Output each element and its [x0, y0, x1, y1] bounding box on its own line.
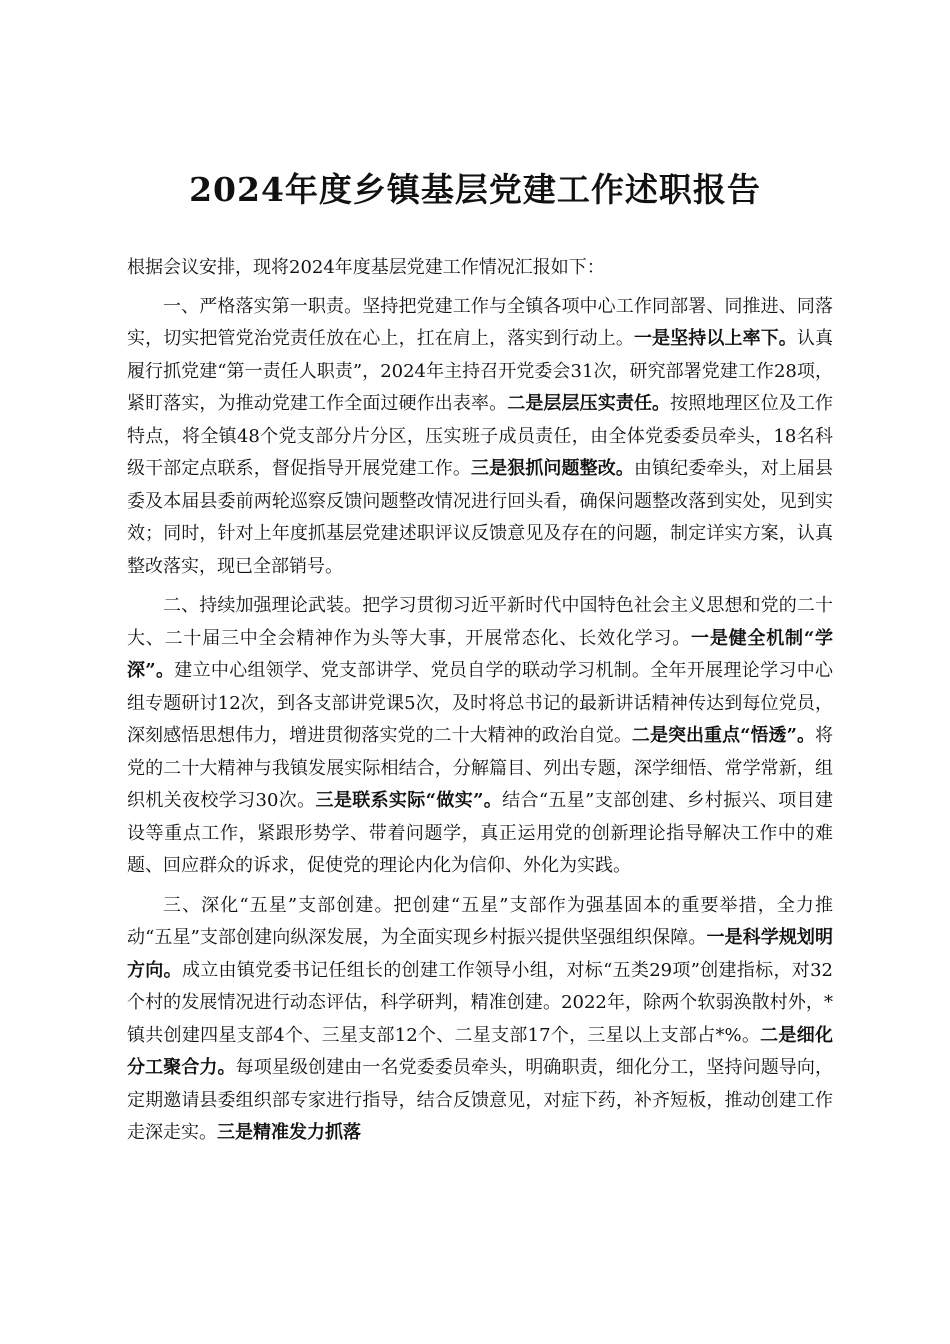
text-run: 三、深化“五星”支部创建。把创建“五星”支部作为强基固本的重要举措，全力推动“五星”支部创建向纵深发展，为全面实现乡村振兴提供坚强组织保障。: [127, 894, 833, 948]
text-run: 由镇纪委牵头，对上届县委及本届县委前两轮巡察反馈问题整改情况进行回头看，确保问题整改落到实处，见到实效；同时，针对上年度抓基层党建述职评议反馈意见及存在的问题，制定详实方案，认真整改落实，现已全部销号。: [127, 458, 834, 577]
intro-paragraph: 根据会议安排，现将2024年度基层党建工作情况汇报如下：: [127, 257, 605, 278]
document-body: [127, 252, 833, 1157]
section-paragraphs: [127, 291, 833, 1150]
text-run: 成立由镇党委书记任组长的创建工作领导小组，对标“五类29项”创建指标，对32个村的发展情况进行动态评估，科学研判，精准创建。2022年，除两个软弱涣散村外，*镇共创建四星支部4个、三星支部12个、二星支部17个，三星以上支部占*%。: [127, 959, 833, 1046]
bold-heading-run: 三是精准发力抓落: [217, 1122, 361, 1143]
text-run: 按照地理区位及工作特点，将全镇48个党支部分片分区，压实班子成员责任，由全体党委委员牵头，18名科级干部定点联系，督促指导开展党建工作。: [127, 393, 834, 479]
body-paragraph: [127, 890, 833, 1150]
text-run: 建立中心组领学、党支部讲学、党员自学的联动学习机制。全年开展理论学习中心组专题研讨12次，到各支部讲党课5次，及时将总书记的最新讲话精神传达到每位党员，深刻感悟思想伟力，增进贯彻落实党的二十大精神的政治自觉。: [127, 660, 833, 746]
bold-heading-run: 三是狠抓问题整改。: [471, 458, 634, 479]
bold-heading-run: 一是科学规划明方向。: [127, 927, 834, 981]
bold-heading-run: 二是层层压实责任。: [507, 393, 671, 414]
text-run: 结合“五星”支部创建、乡村振兴、项目建设等重点工作，紧跟形势学、带着问题学，真正运用党的创新理论指导解决工作中的难题、回应群众的诉求，促使党的理论内化为信仰、外化为实践。: [127, 790, 834, 876]
text-run: 二、持续加强理论武装。把学习贯彻习近平新时代中国特色社会主义思想和党的二十大、二十届三中全会精神作为头等大事，开展常态化、长效化学习。: [127, 595, 833, 649]
document-title: 2024年度乡镇基层党建工作述职报告: [189, 170, 761, 209]
bold-heading-run: 一是健全机制“学深”。: [127, 627, 833, 681]
body-paragraph: [127, 590, 833, 883]
bold-heading-run: 二是突出重点“悟透”。: [631, 725, 815, 746]
body-paragraph: [127, 291, 833, 584]
text-run: 将党的二十大精神与我镇发展实际相结合，分解篇目、列出专题，深学细悟、常学常新，组织机关夜校学习30次。: [127, 725, 833, 811]
text-run: 一、严格落实第一职责。坚持把党建工作与全镇各项中心工作同部署、同推进、同落实，切实把管党治党责任放在心上，扛在肩上，落实到行动上。: [127, 295, 833, 349]
bold-heading-run: 三是联系实际“做实”。: [315, 790, 503, 811]
bold-heading-run: 一是坚持以上率下。: [633, 328, 797, 349]
text-run: 每项星级创建由一名党委委员牵头，明确职责，细化分工，坚持问题导向，定期邀请县委组织部专家进行指导，结合反馈意见，对症下药，补齐短板，推动创建工作走深走实。: [127, 1057, 834, 1143]
bold-heading-run: 二是细化分工聚合力。: [127, 1024, 833, 1078]
text-run: 认真履行抓党建“第一责任人职责”，2024年主持召开党委会31次，研究部署党建工作28项，紧盯落实，为推动党建工作全面过硬作出表率。: [127, 328, 834, 414]
